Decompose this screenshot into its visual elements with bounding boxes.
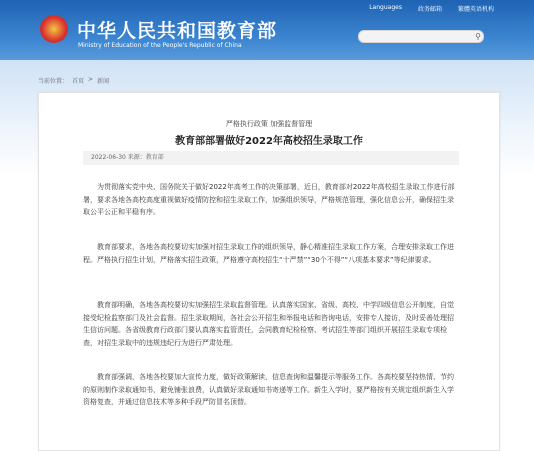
breadcrumb	[38, 76, 109, 85]
top-link-traditional[interactable]: 繁體英语机构	[457, 6, 494, 13]
article-paragraph: 教育部要求，各地各高校要切实加强对招生录取工作的组织领导，静心精准招生录取工作方案，合理安排录取工作进程。严格执行招生计划，严格落实招生政策，严格遵守高校招生“十严禁”“30个不得”“八项基本要求”等纪律要求。	[83, 243, 454, 264]
article-paragraph: 教育部强调，各地各校要加大宣传力度，做好政策解读，信息查询和温馨提示等服务工作。各高校要坚持热情、节约的原则制作录取通知书，避免铺张浪费，认真做好录取通知书寄递等工作。新生入学时，要严格按有关规定组织新生入学资格复查，并通过信息技术等多种手段严防冒名顶替。	[83, 373, 454, 406]
site-title: 中华人民共和国教育部	[77, 20, 278, 42]
search-input[interactable]	[358, 30, 484, 43]
article-card	[38, 92, 500, 451]
article-meta: 2022-06-30 来源：教育部	[83, 151, 459, 165]
top-links	[369, 4, 494, 13]
site-subtitle: Ministry of Education of the People's Republic of China	[78, 42, 242, 49]
breadcrumb-home[interactable]: 首页	[72, 78, 85, 85]
breadcrumb-news[interactable]: 新闻	[97, 78, 110, 85]
top-link-mail[interactable]: 政务邮箱	[417, 6, 442, 13]
search-icon[interactable]: ⚲	[475, 32, 481, 41]
article-paragraph: 教育部明确，各地各高校要切实加强招生录取监督管理。认真落实国家、省级、高校、中学四级信息公开制度，自觉接受纪检监察部门及社会监督。招生录取期间，各社会公开招生和举报电话和咨询电话，安排专人接访，及时妥善处理招生信访问题。各省级教育行政部门要认真落实监管责任，会同教育纪检检察、考试招生等部门组织开展招生录取专项检查，对招生录取中的违规违纪行为进行严肃处理。	[83, 301, 454, 347]
breadcrumb-label: 当前位置：	[38, 78, 69, 85]
breadcrumb-separator: >	[88, 76, 94, 83]
article-kicker: 严格执行政策 加强监督管理	[225, 120, 313, 128]
top-link-languages[interactable]: Languages	[369, 4, 402, 11]
article-paragraph: 为贯彻落实党中央、国务院关于做好2022年高考工作的决策部署，近日，教育部对2022年高校招生录取工作进行部署，要求各地各高校高度重视做好疫情防控和招生录取工作，加强组织领导，严格规范管理，强化信息公开，确保招生录取公平公正和平稳有序。	[83, 183, 455, 216]
article-title: 教育部部署做好2022年高校招生录取工作	[175, 136, 363, 147]
national-emblem-icon	[40, 15, 68, 43]
